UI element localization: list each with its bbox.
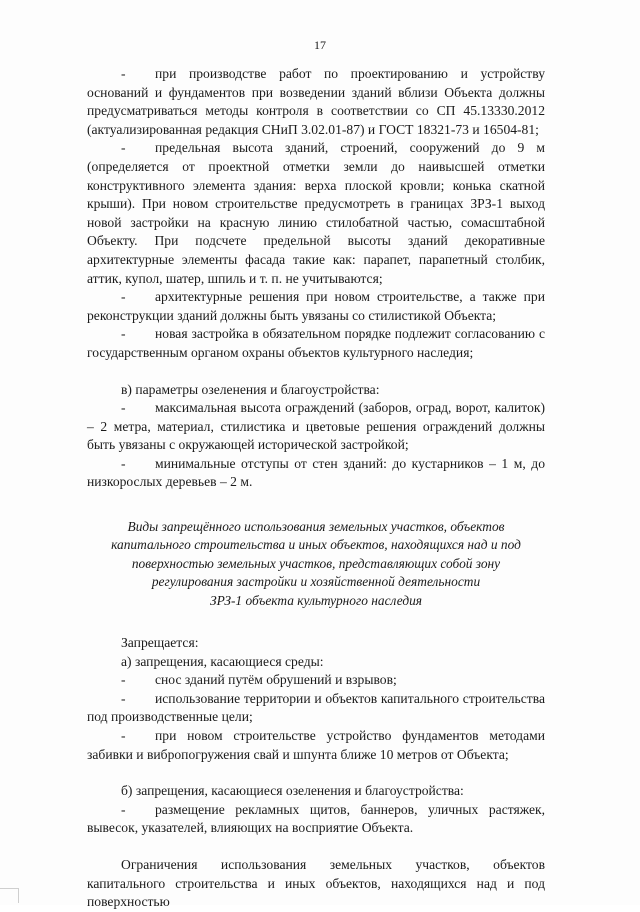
list-item-text: предельная высота зданий, строений, сооружений до 9 м (определяется от проектной отметки земли до наивысшей отметки конструктивного элемента здания: верха плоской кровли; конька скатной крыши). При новом строительстве предусмотреть в границах ЗРЗ-1 выход новой застройки на красную линию стилобатной частью, сомасштабной Объекту. При подсчете предельной высоты зданий декоративные архитектурные элементы фасада такие как: парапет, парапетный столбик, аттик, купол, шатер, шпиль и т. п. не учитываются; <box>87 140 545 286</box>
list-item <box>87 801 545 838</box>
section-a-title: а) запрещения, касающиеся среды: <box>121 653 324 669</box>
list-item-text: размещение рекламных щитов, баннеров, уличных растяжек, вывесок, указателей, влияющих на восприятие Объекта. <box>87 801 545 836</box>
list-dash: - <box>121 690 126 706</box>
list-item <box>87 325 545 362</box>
list-dash: - <box>121 455 126 471</box>
list-item-text: использование территории и объектов капитального строительства под производственные цели; <box>87 690 545 725</box>
scan-corner-mark <box>0 888 19 903</box>
list-item <box>87 399 545 455</box>
list-item-text: при новом строительстве устройство фундаментов методами забивки и вибропогружения свай и шпунта ближе 10 метров от Объекта; <box>87 728 545 762</box>
heading-line: поверхностью земельных участков, представляющих собой зону <box>131 555 501 571</box>
list-dash: - <box>121 140 126 156</box>
section-v-title: в) параметры озеленения и благоустройства: <box>121 381 380 397</box>
list-item <box>87 288 545 325</box>
list-dash: - <box>121 801 126 817</box>
list-item-text: при производстве работ по проектированию и устройству оснований и фундаментов при возведении зданий вблизи Объекта должны предусматриваться методы контроля в соответствии со СП 45.13330.2012 (актуализированная редакция СНиП 3.02.01-87) и ГОСТ 18321-73 и 16504-81; <box>87 66 545 137</box>
list-item <box>87 455 545 492</box>
heading-line: ЗРЗ-1 объекта культурного наследия <box>209 592 423 608</box>
prohibited-intro: Запрещается: <box>121 635 199 651</box>
list-dash: - <box>121 326 126 342</box>
list-dash: - <box>121 289 126 305</box>
heading-line: капитального строительства и иных объектов, находящихся над и под <box>111 537 521 553</box>
list-item-text: новая застройка в обязательном порядке подлежит согласованию с государственным органом охраны объектов культурного наследия; <box>87 326 545 360</box>
list-item <box>87 671 545 690</box>
list-dash: - <box>121 66 126 81</box>
list-item-text: архитектурные решения при новом строительстве, а также при реконструкции зданий должны быть увязаны со стилистикой Объекта; <box>87 289 545 323</box>
list-item-text: минимальные отступы от стен зданий: до кустарников – 1 м, до низкорослых деревьев – 2 м. <box>87 455 545 490</box>
list-item <box>87 727 545 764</box>
list-dash: - <box>121 400 126 416</box>
list-item <box>87 65 545 139</box>
list-dash: - <box>121 728 126 744</box>
list-item-text: снос зданий путём обрушений и взрывов; <box>155 672 397 688</box>
section-heading <box>87 518 545 610</box>
page-number: 17 <box>314 38 326 52</box>
list-item-text: максимальная высота ограждений (заборов, оград, ворот, калиток) – 2 метра, материал, стилистика и цветовые решения ограждений должны быть увязаны с окружающей исторической застройкой; <box>87 400 545 453</box>
heading-line: регулирования застройки и хозяйственной деятельности <box>151 574 481 590</box>
section-b-title: б) запрещения, касающиеся озеленения и благоустройства: <box>121 783 464 799</box>
page-content <box>87 65 545 912</box>
list-dash: - <box>121 672 126 688</box>
list-item <box>87 139 545 288</box>
closing-paragraph: Ограничения использования земельных участков, объектов капитального строительства и иных объектов, находящихся над и под поверхностью <box>87 857 545 910</box>
heading-line: Виды запрещённого использования земельных участков, объектов <box>127 519 505 535</box>
list-item <box>87 690 545 727</box>
